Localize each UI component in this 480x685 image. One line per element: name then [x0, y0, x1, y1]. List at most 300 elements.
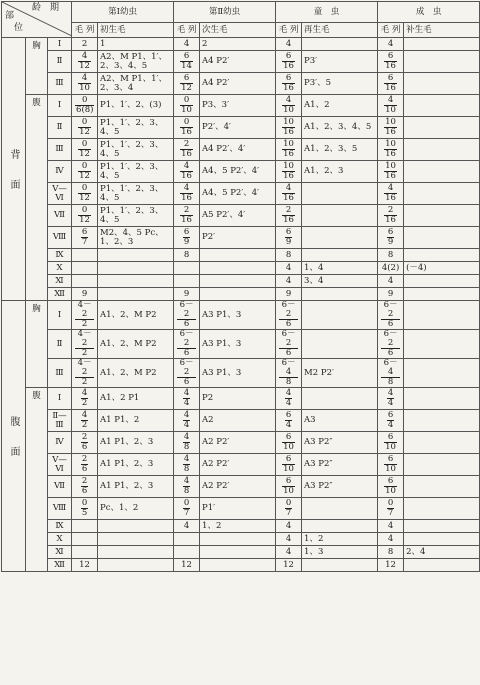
- seta-count-cell: [276, 205, 302, 227]
- seta-count-cell: [276, 95, 302, 117]
- corner-part-label-b: 位: [14, 23, 24, 33]
- segment-label: Ⅴ—Ⅵ: [48, 183, 72, 205]
- fraction-denominator: 6: [81, 464, 88, 474]
- seta-count-cell: [276, 51, 302, 73]
- seta-detail-cell: [404, 139, 480, 161]
- seta-count-cell: [174, 476, 200, 498]
- seta-detail-cell: P2′、4′: [200, 117, 276, 139]
- fraction-denominator: 2: [81, 319, 88, 329]
- seta-count-cell: 12: [174, 559, 200, 572]
- fraction-denominator: 10: [385, 464, 396, 474]
- seta-count-cell: 4: [378, 520, 404, 533]
- fraction-denominator: 4: [285, 420, 292, 430]
- seta-detail-cell: [404, 51, 480, 73]
- fraction-denominator: 7: [81, 237, 88, 247]
- seta-count-cell: [72, 330, 98, 359]
- fraction-numerator: 6: [384, 433, 397, 443]
- seta-fraction: [285, 228, 292, 247]
- seta-count-cell: 4: [378, 38, 404, 51]
- seta-count-cell: 8: [378, 249, 404, 262]
- seta-count-cell: [378, 388, 404, 410]
- seta-fraction: [282, 140, 295, 159]
- subheader-series: 毛 列: [378, 23, 404, 38]
- fraction-numerator: 0: [387, 498, 394, 508]
- seta-fraction: [282, 74, 295, 93]
- fraction-denominator: 16: [283, 215, 294, 225]
- seta-count-cell: [72, 301, 98, 330]
- seta-fraction: [75, 359, 94, 387]
- seta-fraction: [183, 228, 190, 247]
- seta-count-cell: [276, 330, 302, 359]
- fraction-numerator: 4: [183, 432, 190, 442]
- seta-fraction: [81, 477, 88, 496]
- seta-fraction: [384, 433, 397, 452]
- table-row: [2, 38, 480, 51]
- seta-detail-cell: P1、1′、2、3、4、5: [98, 139, 174, 161]
- seta-fraction: [282, 184, 295, 203]
- fraction-denominator: 5: [81, 508, 88, 518]
- seta-count-cell: 9: [174, 288, 200, 301]
- fraction-numerator: 2: [180, 140, 193, 150]
- seta-detail-cell: A1、2 P1: [98, 388, 174, 410]
- seta-fraction: [183, 477, 190, 496]
- seta-detail-cell: A3 P1、3: [200, 330, 276, 359]
- seta-detail-cell: 2、4: [404, 546, 480, 559]
- seta-count-cell: [378, 359, 404, 388]
- stage-header: 成 虫: [378, 2, 480, 23]
- seta-fraction: [81, 455, 88, 474]
- seta-count-cell: [72, 546, 98, 559]
- fraction-denominator: 2: [81, 420, 88, 430]
- seta-count-cell: 12: [276, 559, 302, 572]
- seta-count-cell: [72, 51, 98, 73]
- seta-detail-cell: A1、2、3、4、5: [302, 117, 378, 139]
- seta-count-cell: [378, 95, 404, 117]
- seta-detail-cell: [404, 330, 480, 359]
- seta-fraction: [384, 162, 397, 181]
- seta-detail-cell: [404, 359, 480, 388]
- fraction-denominator: 6: [81, 442, 88, 452]
- seta-detail-cell: A3 P1、3: [200, 359, 276, 388]
- seta-fraction: [177, 330, 196, 358]
- fraction-denominator: 7: [387, 508, 394, 518]
- seta-detail-cell: [404, 432, 480, 454]
- seta-count-cell: [72, 388, 98, 410]
- fraction-numerator: 4: [285, 388, 292, 398]
- seta-count-cell: [378, 139, 404, 161]
- seta-detail-cell: A3: [302, 410, 378, 432]
- fraction-numerator: 6－4: [381, 359, 400, 378]
- fraction-numerator: 6－2: [177, 359, 196, 378]
- segment-label: Ⅷ: [48, 498, 72, 520]
- fraction-denominator: 16: [283, 149, 294, 159]
- seta-count-cell: [276, 73, 302, 95]
- fraction-numerator: 4: [384, 96, 397, 106]
- fraction-numerator: 6: [282, 433, 295, 443]
- seta-fraction: [81, 499, 88, 518]
- segment-label: Ⅰ: [48, 38, 72, 51]
- seta-count-cell: [276, 388, 302, 410]
- seta-count-cell: 8: [174, 249, 200, 262]
- seta-count-cell: [174, 73, 200, 95]
- table-row: [2, 410, 480, 432]
- seta-fraction: [285, 499, 292, 518]
- seta-detail-cell: M2 P2′: [302, 359, 378, 388]
- seta-detail-cell: [404, 288, 480, 301]
- seta-count-cell: [276, 139, 302, 161]
- seta-count-cell: [174, 388, 200, 410]
- fraction-numerator: 0: [81, 498, 88, 508]
- fraction-numerator: 6: [384, 74, 397, 84]
- fraction-numerator: 6－2: [177, 301, 196, 320]
- seta-count-cell: [72, 161, 98, 183]
- fraction-numerator: 4－2: [75, 330, 94, 349]
- subheader-setae: 补生毛: [404, 23, 480, 38]
- seta-fraction: [282, 96, 295, 115]
- seta-fraction: [387, 389, 394, 408]
- seta-fraction: [282, 455, 295, 474]
- seta-detail-cell: A3 P2″: [302, 454, 378, 476]
- seta-count-cell: 4: [276, 546, 302, 559]
- fraction-numerator: 6: [384, 52, 397, 62]
- table-row: [2, 301, 480, 330]
- seta-detail-cell: [98, 520, 174, 533]
- seta-detail-cell: 1: [98, 38, 174, 51]
- face-label: 腹 面: [2, 301, 26, 572]
- table-row: [2, 183, 480, 205]
- seta-detail-cell: [404, 205, 480, 227]
- fraction-numerator: 6: [282, 455, 295, 465]
- seta-count-cell: 12: [378, 559, 404, 572]
- seta-count-cell: [276, 498, 302, 520]
- fraction-numerator: 6: [387, 410, 394, 420]
- seta-fraction: [177, 359, 196, 387]
- seta-detail-cell: [302, 183, 378, 205]
- fraction-numerator: 0: [78, 162, 91, 172]
- fraction-denominator: 8: [387, 377, 394, 387]
- seta-count-cell: [72, 533, 98, 546]
- seta-detail-cell: P2: [200, 388, 276, 410]
- fraction-numerator: 4: [81, 410, 88, 420]
- seta-detail-cell: A1、2、M P2: [98, 330, 174, 359]
- seta-detail-cell: [404, 73, 480, 95]
- fraction-denominator: 10: [283, 464, 294, 474]
- seta-count-cell: [378, 330, 404, 359]
- seta-fraction: [384, 74, 397, 93]
- fraction-numerator: 6－4: [279, 359, 298, 378]
- fraction-denominator: 16: [181, 215, 192, 225]
- subheader-setae: 次生毛: [200, 23, 276, 38]
- seta-count-cell: [174, 183, 200, 205]
- corner-part-label-a: 部: [5, 11, 15, 21]
- seta-fraction: [177, 301, 196, 329]
- fraction-denominator: 4: [387, 398, 394, 408]
- seta-fraction: [285, 411, 292, 430]
- seta-detail-cell: [200, 546, 276, 559]
- fraction-denominator: 16: [181, 149, 192, 159]
- fraction-numerator: 6: [180, 74, 193, 84]
- fraction-numerator: 4: [282, 96, 295, 106]
- seta-count-cell: 4: [378, 533, 404, 546]
- seta-count-cell: [72, 183, 98, 205]
- seta-fraction: [279, 359, 298, 387]
- seta-fraction: [282, 206, 295, 225]
- segment-label: Ⅰ: [48, 95, 72, 117]
- segment-label: Ⅱ: [48, 117, 72, 139]
- seta-detail-cell: [98, 275, 174, 288]
- fraction-numerator: 6: [81, 227, 88, 237]
- seta-detail-cell: A1、2、3、5: [302, 139, 378, 161]
- fraction-numerator: 4: [387, 388, 394, 398]
- seta-count-cell: [174, 275, 200, 288]
- fraction-numerator: 2: [384, 206, 397, 216]
- fraction-denominator: 6: [183, 319, 190, 329]
- seta-count-cell: [378, 183, 404, 205]
- fraction-denominator: 4: [285, 398, 292, 408]
- fraction-numerator: 6: [180, 52, 193, 62]
- seta-fraction: [384, 118, 397, 137]
- seta-fraction: [183, 389, 190, 408]
- stage-header: 童 虫: [276, 2, 378, 23]
- fraction-numerator: 4: [183, 410, 190, 420]
- seta-fraction: [180, 206, 193, 225]
- seta-count-cell: [72, 249, 98, 262]
- table-row: [2, 520, 480, 533]
- fraction-numerator: 4: [384, 184, 397, 194]
- fraction-numerator: 10: [283, 161, 294, 171]
- fraction-denominator: 16: [283, 171, 294, 181]
- fraction-denominator: 7: [183, 508, 190, 518]
- seta-count-cell: [72, 262, 98, 275]
- seta-count-cell: 9: [72, 288, 98, 301]
- seta-fraction: [78, 206, 91, 225]
- fraction-numerator: 0: [285, 498, 292, 508]
- seta-detail-cell: A2、M P1、1′、2、3、4: [98, 73, 174, 95]
- fraction-numerator: 4: [78, 74, 91, 84]
- stage-header: 第Ⅱ幼虫: [174, 2, 276, 23]
- seta-fraction: [180, 162, 193, 181]
- seta-detail-cell: [404, 476, 480, 498]
- seta-fraction: [78, 162, 91, 181]
- seta-detail-cell: [404, 227, 480, 249]
- seta-count-cell: [174, 359, 200, 388]
- segment-label: Ⅰ: [48, 388, 72, 410]
- fraction-numerator: 0: [78, 184, 91, 194]
- seta-count-cell: [174, 498, 200, 520]
- seta-count-cell: [378, 301, 404, 330]
- fraction-numerator: 4: [183, 476, 190, 486]
- fraction-numerator: 4: [183, 454, 190, 464]
- table-row: [2, 388, 480, 410]
- segment-label: Ⅹ: [48, 262, 72, 275]
- table-row: [2, 533, 480, 546]
- seta-detail-cell: P2′: [200, 227, 276, 249]
- segment-label: Ⅶ: [48, 476, 72, 498]
- fraction-denominator: 12: [79, 171, 90, 181]
- seta-fraction: [387, 499, 394, 518]
- fraction-denominator: 6: [285, 319, 292, 329]
- fraction-denominator: 16: [385, 149, 396, 159]
- fraction-denominator: 4: [183, 420, 190, 430]
- fraction-denominator: 12: [79, 61, 90, 71]
- seta-detail-cell: A4、5 P2′、4′: [200, 183, 276, 205]
- seta-count-cell: 4: [276, 520, 302, 533]
- fraction-denominator: 14: [181, 61, 192, 71]
- seta-count-cell: [72, 498, 98, 520]
- table-row: [2, 117, 480, 139]
- fraction-numerator: 6: [183, 227, 190, 237]
- seta-detail-cell: [302, 249, 378, 262]
- table-row: [2, 476, 480, 498]
- fraction-numerator: 2: [81, 476, 88, 486]
- seta-detail-cell: P1、1′、2、(3): [98, 95, 174, 117]
- fraction-denominator: 9: [285, 237, 292, 247]
- fraction-numerator: 2: [81, 454, 88, 464]
- seta-fraction: [183, 433, 190, 452]
- table-row: [2, 359, 480, 388]
- segment-label: Ⅺ: [48, 546, 72, 559]
- seta-count-cell: [72, 227, 98, 249]
- seta-count-cell: [378, 454, 404, 476]
- seta-detail-cell: [98, 288, 174, 301]
- seta-detail-cell: [98, 249, 174, 262]
- segment-label: Ⅳ: [48, 432, 72, 454]
- seta-detail-cell: P1、1′、2、3、4、5: [98, 183, 174, 205]
- seta-detail-cell: [404, 117, 480, 139]
- seta-count-cell: 4: [276, 262, 302, 275]
- seta-fraction: [78, 52, 91, 71]
- seta-fraction: [81, 228, 88, 247]
- seta-count-cell: [276, 117, 302, 139]
- seta-count-cell: [72, 359, 98, 388]
- seta-detail-cell: [200, 288, 276, 301]
- seta-detail-cell: A1、2、M P2: [98, 359, 174, 388]
- seta-detail-cell: [200, 249, 276, 262]
- seta-detail-cell: A2 P2′: [200, 476, 276, 498]
- seta-detail-cell: [302, 498, 378, 520]
- seta-fraction: [282, 433, 295, 452]
- seta-detail-cell: [404, 249, 480, 262]
- seta-count-cell: [174, 330, 200, 359]
- fraction-numerator: 0: [78, 118, 91, 128]
- header-row-stages: [2, 2, 480, 23]
- fraction-denominator: 2: [81, 398, 88, 408]
- seta-fraction: [282, 118, 295, 137]
- seta-fraction: [279, 301, 298, 329]
- seta-count-cell: [174, 262, 200, 275]
- fraction-numerator: 0: [180, 118, 193, 128]
- seta-detail-cell: [404, 183, 480, 205]
- seta-count-cell: [378, 498, 404, 520]
- seta-count-cell: [378, 205, 404, 227]
- seta-count-cell: [276, 432, 302, 454]
- seta-count-cell: [378, 73, 404, 95]
- seta-count-cell: [72, 410, 98, 432]
- fraction-denominator: 16: [385, 61, 396, 71]
- seta-detail-cell: P3′: [302, 51, 378, 73]
- segment-label: Ⅻ: [48, 559, 72, 572]
- seta-detail-cell: P1、1′、2、3、4、5: [98, 205, 174, 227]
- fraction-numerator: 0: [78, 206, 91, 216]
- seta-fraction: [81, 433, 88, 452]
- fraction-denominator: 2: [81, 377, 88, 387]
- seta-detail-cell: [302, 520, 378, 533]
- fraction-numerator: 6－2: [381, 301, 400, 320]
- body-region-label: 胸: [26, 38, 48, 95]
- seta-count-cell: [72, 432, 98, 454]
- table-row: [2, 288, 480, 301]
- fraction-numerator: 4－2: [75, 359, 94, 378]
- subheader-setae: 再生毛: [302, 23, 378, 38]
- segment-label: Ⅲ: [48, 73, 72, 95]
- seta-detail-cell: A1、2、M P2: [98, 301, 174, 330]
- seta-detail-cell: A1、2、3: [302, 161, 378, 183]
- seta-detail-cell: P1、1′、2、3、4、5: [98, 117, 174, 139]
- seta-count-cell: [72, 476, 98, 498]
- fraction-denominator: 6: [81, 486, 88, 496]
- seta-fraction: [78, 118, 91, 137]
- seta-detail-cell: A4、5 P2′、4′: [200, 161, 276, 183]
- table-row: [2, 546, 480, 559]
- seta-detail-cell: 1、2: [302, 533, 378, 546]
- seta-count-cell: 4(2): [378, 262, 404, 275]
- seta-fraction: [279, 330, 298, 358]
- fraction-numerator: 10: [385, 161, 396, 171]
- seta-count-cell: 4: [276, 38, 302, 51]
- seta-count-cell: [276, 183, 302, 205]
- segment-label: Ⅱ: [48, 330, 72, 359]
- fraction-numerator: 2: [282, 206, 295, 216]
- seta-fraction: [180, 140, 193, 159]
- seta-detail-cell: 1、2: [200, 520, 276, 533]
- seta-fraction: [282, 162, 295, 181]
- seta-count-cell: [174, 139, 200, 161]
- seta-fraction: [78, 74, 91, 93]
- seta-detail-cell: P1、1′、2、3、4、5: [98, 161, 174, 183]
- seta-count-cell: [276, 161, 302, 183]
- seta-fraction: [384, 206, 397, 225]
- seta-count-cell: 9: [378, 288, 404, 301]
- subheader-series: 毛 列: [72, 23, 98, 38]
- fraction-numerator: 0: [180, 96, 193, 106]
- table-row: [2, 559, 480, 572]
- seta-count-cell: 9: [276, 288, 302, 301]
- seta-detail-cell: [404, 498, 480, 520]
- table-row: [2, 227, 480, 249]
- fraction-denominator: 16: [283, 83, 294, 93]
- header-row-sub: [2, 23, 480, 38]
- seta-detail-cell: [404, 95, 480, 117]
- fraction-denominator: 12: [79, 149, 90, 159]
- fraction-denominator: 6: [387, 348, 394, 358]
- table-row: [2, 205, 480, 227]
- fraction-denominator: 10: [385, 105, 396, 115]
- fraction-denominator: 4: [183, 398, 190, 408]
- seta-detail-cell: A1 P1、2: [98, 410, 174, 432]
- seta-count-cell: [276, 227, 302, 249]
- seta-detail-cell: A3 P2″: [302, 432, 378, 454]
- fraction-denominator: 10: [181, 105, 192, 115]
- seta-detail-cell: A1 P1、2、3: [98, 476, 174, 498]
- seta-fraction: [81, 389, 88, 408]
- seta-detail-cell: A2 P2′: [200, 454, 276, 476]
- fraction-denominator: 4: [387, 420, 394, 430]
- seta-detail-cell: [302, 288, 378, 301]
- fraction-numerator: 6－2: [177, 330, 196, 349]
- fraction-denominator: 10: [385, 442, 396, 452]
- seta-detail-cell: 2: [200, 38, 276, 51]
- seta-detail-cell: [200, 559, 276, 572]
